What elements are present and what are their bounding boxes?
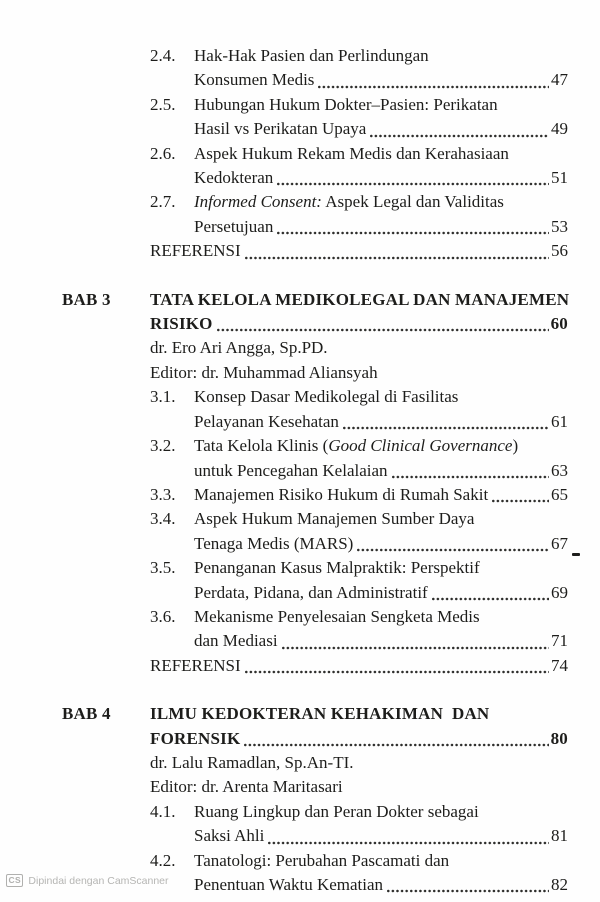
entry-number: 3.4. xyxy=(150,509,176,529)
toc-line xyxy=(194,483,568,507)
text-run: Mekanisme Penyelesaian Sengketa Medis xyxy=(194,606,480,626)
dot-leader xyxy=(370,134,549,138)
author-line xyxy=(150,336,568,360)
toc-line xyxy=(150,288,568,312)
toc-entry xyxy=(150,385,568,434)
toc-entry xyxy=(150,93,568,142)
toc-entry xyxy=(150,483,568,507)
dot-leader xyxy=(387,889,549,893)
dot-leader xyxy=(282,646,549,650)
text-run: Tata Kelola Klinis ( xyxy=(194,436,329,456)
text-run: Ruang Lingkup dan Peran Dokter sebagai xyxy=(194,801,479,821)
toc-entry xyxy=(150,190,568,239)
toc-line xyxy=(194,190,568,214)
entry-number: 3.2. xyxy=(150,436,176,456)
toc-line xyxy=(194,532,568,556)
toc-entry xyxy=(150,44,568,93)
referensi-entry xyxy=(150,654,568,678)
toc-line xyxy=(150,654,568,678)
chapter-heading xyxy=(62,702,568,751)
toc-entry xyxy=(150,800,568,849)
toc-line xyxy=(194,93,568,117)
toc-entry xyxy=(150,556,568,605)
text-run: Saksi Ahli xyxy=(194,826,265,846)
toc-entry xyxy=(150,605,568,654)
text-run: Good Clinical Governance xyxy=(328,436,513,456)
page-number: 56 xyxy=(551,241,568,261)
entry-title xyxy=(194,434,568,483)
text-run: ) xyxy=(512,436,519,456)
dot-leader xyxy=(245,670,549,674)
text-run: Tenaga Medis (MARS) xyxy=(194,533,354,553)
entry-title xyxy=(194,44,568,93)
page-number: 49 xyxy=(551,119,568,139)
toc-line xyxy=(194,142,568,166)
page-number: 82 xyxy=(551,875,568,894)
entry-title xyxy=(194,605,568,654)
entry-title xyxy=(194,507,568,556)
dot-leader xyxy=(357,548,549,552)
dot-leader xyxy=(244,743,548,747)
text-run: Kedokteran xyxy=(194,168,274,188)
entry-title xyxy=(194,483,568,507)
toc-line xyxy=(150,239,568,263)
text-run: Manajemen Risiko Hukum di Rumah Sakit xyxy=(194,484,489,504)
page-number: 69 xyxy=(551,582,568,602)
page-number: 60 xyxy=(550,314,568,334)
page-number: 65 xyxy=(551,484,568,504)
author-text: Editor: dr. Arenta Maritasari xyxy=(150,777,343,797)
entry-title xyxy=(194,190,568,239)
entry-title xyxy=(194,385,568,434)
toc-line xyxy=(194,800,568,824)
page-number: 81 xyxy=(551,826,568,846)
author-line xyxy=(150,361,568,385)
chapter-label: BAB 3 xyxy=(62,289,111,309)
referensi-label: REFERENSI xyxy=(150,655,241,675)
text-run: Aspek Legal dan Validitas xyxy=(321,192,504,212)
page-number: 51 xyxy=(551,168,568,188)
text-run: Hak-Hak Pasien dan Perlindungan xyxy=(194,46,429,65)
toc-line xyxy=(194,507,568,531)
text-run: Hubungan Hukum Dokter–Pasien: Perikatan xyxy=(194,94,498,114)
toc-entry xyxy=(150,142,568,191)
page-number: 61 xyxy=(551,411,568,431)
chapter-title xyxy=(150,702,568,751)
entry-number: 3.5. xyxy=(150,558,176,578)
entry-number: 2.4. xyxy=(150,46,176,65)
text-run: TATA KELOLA MEDIKOLEGAL DAN MANAJEMEN xyxy=(150,289,570,309)
entry-number: 3.1. xyxy=(150,387,176,407)
toc-line xyxy=(194,44,568,68)
text-run: ILMU KEDOKTERAN KEHAKIMAN DAN xyxy=(150,704,490,724)
toc-line xyxy=(194,434,568,458)
dot-leader xyxy=(277,182,549,186)
toc-entry xyxy=(150,507,568,556)
author-line xyxy=(150,775,568,799)
toc-line xyxy=(194,68,568,92)
entry-number: 4.1. xyxy=(150,801,176,821)
chapter-heading xyxy=(62,288,568,337)
toc-line xyxy=(150,727,568,751)
referensi-label: REFERENSI xyxy=(150,241,241,261)
text-run: Konsumen Medis xyxy=(194,70,315,90)
page-number: 63 xyxy=(551,460,568,480)
dot-leader xyxy=(245,256,549,260)
toc-line xyxy=(194,410,568,434)
page-number: 67 xyxy=(551,533,568,553)
entry-number: 3.3. xyxy=(150,484,176,504)
entry-number: 2.5. xyxy=(150,94,176,114)
toc-entry xyxy=(150,434,568,483)
text-run: Aspek Hukum Rekam Medis dan Kerahasiaan xyxy=(194,143,509,163)
author-line xyxy=(150,751,568,775)
author-text: dr. Lalu Ramadlan, Sp.An-TI. xyxy=(150,752,354,772)
text-run: Perdata, Pidana, dan Administratif xyxy=(194,582,428,602)
dot-leader xyxy=(392,475,549,479)
toc-line xyxy=(194,215,568,239)
entry-title xyxy=(194,142,568,191)
page-number: 74 xyxy=(551,655,568,675)
author-text: Editor: dr. Muhammad Aliansyah xyxy=(150,362,378,382)
scan-artifact-dash xyxy=(572,553,580,556)
toc-line xyxy=(194,166,568,190)
chapter-label: BAB 4 xyxy=(62,704,111,724)
entry-title xyxy=(194,556,568,605)
text-run: Hasil vs Perikatan Upaya xyxy=(194,119,367,139)
entry-title xyxy=(194,93,568,142)
text-run: Informed Consent: xyxy=(194,192,322,212)
text-run: dan Mediasi xyxy=(194,631,278,651)
entry-title xyxy=(194,800,568,849)
dot-leader xyxy=(343,426,549,430)
entry-number: 3.6. xyxy=(150,606,176,626)
page-number: 47 xyxy=(551,70,568,90)
toc-line xyxy=(194,385,568,409)
text-run: Konsep Dasar Medikolegal di Fasilitas xyxy=(194,387,459,407)
camscanner-logo-icon: CS xyxy=(6,874,23,887)
text-run: Pelayanan Kesehatan xyxy=(194,411,339,431)
dot-leader xyxy=(268,841,549,845)
toc-line xyxy=(194,849,568,873)
toc-line xyxy=(194,873,568,897)
entry-title xyxy=(194,849,568,898)
toc-line xyxy=(194,824,568,848)
camscanner-watermark xyxy=(6,869,169,893)
table-of-contents xyxy=(62,44,568,897)
toc-line xyxy=(194,459,568,483)
toc-entry xyxy=(150,849,568,898)
toc-line xyxy=(150,312,568,336)
author-text: dr. Ero Ari Angga, Sp.PD. xyxy=(150,338,328,358)
entry-number: 4.2. xyxy=(150,850,176,870)
text-run: untuk Pencegahan Kelalaian xyxy=(194,460,388,480)
camscanner-watermark-text: Dipindai dengan CamScanner xyxy=(28,874,169,887)
referensi-entry xyxy=(150,239,568,263)
toc-line xyxy=(194,117,568,141)
text-run: Tanatologi: Perubahan Pascamati dan xyxy=(194,850,450,870)
text-run: Penanganan Kasus Malpraktik: Perspektif xyxy=(194,558,480,578)
dot-leader xyxy=(492,499,549,503)
dot-leader xyxy=(432,597,549,601)
toc-line xyxy=(194,556,568,580)
text-run: RISIKO xyxy=(150,314,213,334)
page-number: 80 xyxy=(550,728,568,748)
text-run: Persetujuan xyxy=(194,216,274,236)
page-number: 71 xyxy=(551,631,568,651)
toc-line xyxy=(194,581,568,605)
dot-leader xyxy=(217,328,549,332)
text-run: FORENSIK xyxy=(150,728,241,748)
chapter-title xyxy=(150,288,568,337)
text-run: Aspek Hukum Manajemen Sumber Daya xyxy=(194,509,475,529)
text-run: Penentuan Waktu Kematian xyxy=(194,875,384,894)
page-number: 53 xyxy=(551,216,568,236)
dot-leader xyxy=(318,85,549,89)
toc-line xyxy=(150,702,568,726)
entry-number: 2.6. xyxy=(150,143,176,163)
toc-line xyxy=(194,605,568,629)
entry-number: 2.7. xyxy=(150,192,176,212)
dot-leader xyxy=(277,231,549,235)
toc-line xyxy=(194,629,568,653)
